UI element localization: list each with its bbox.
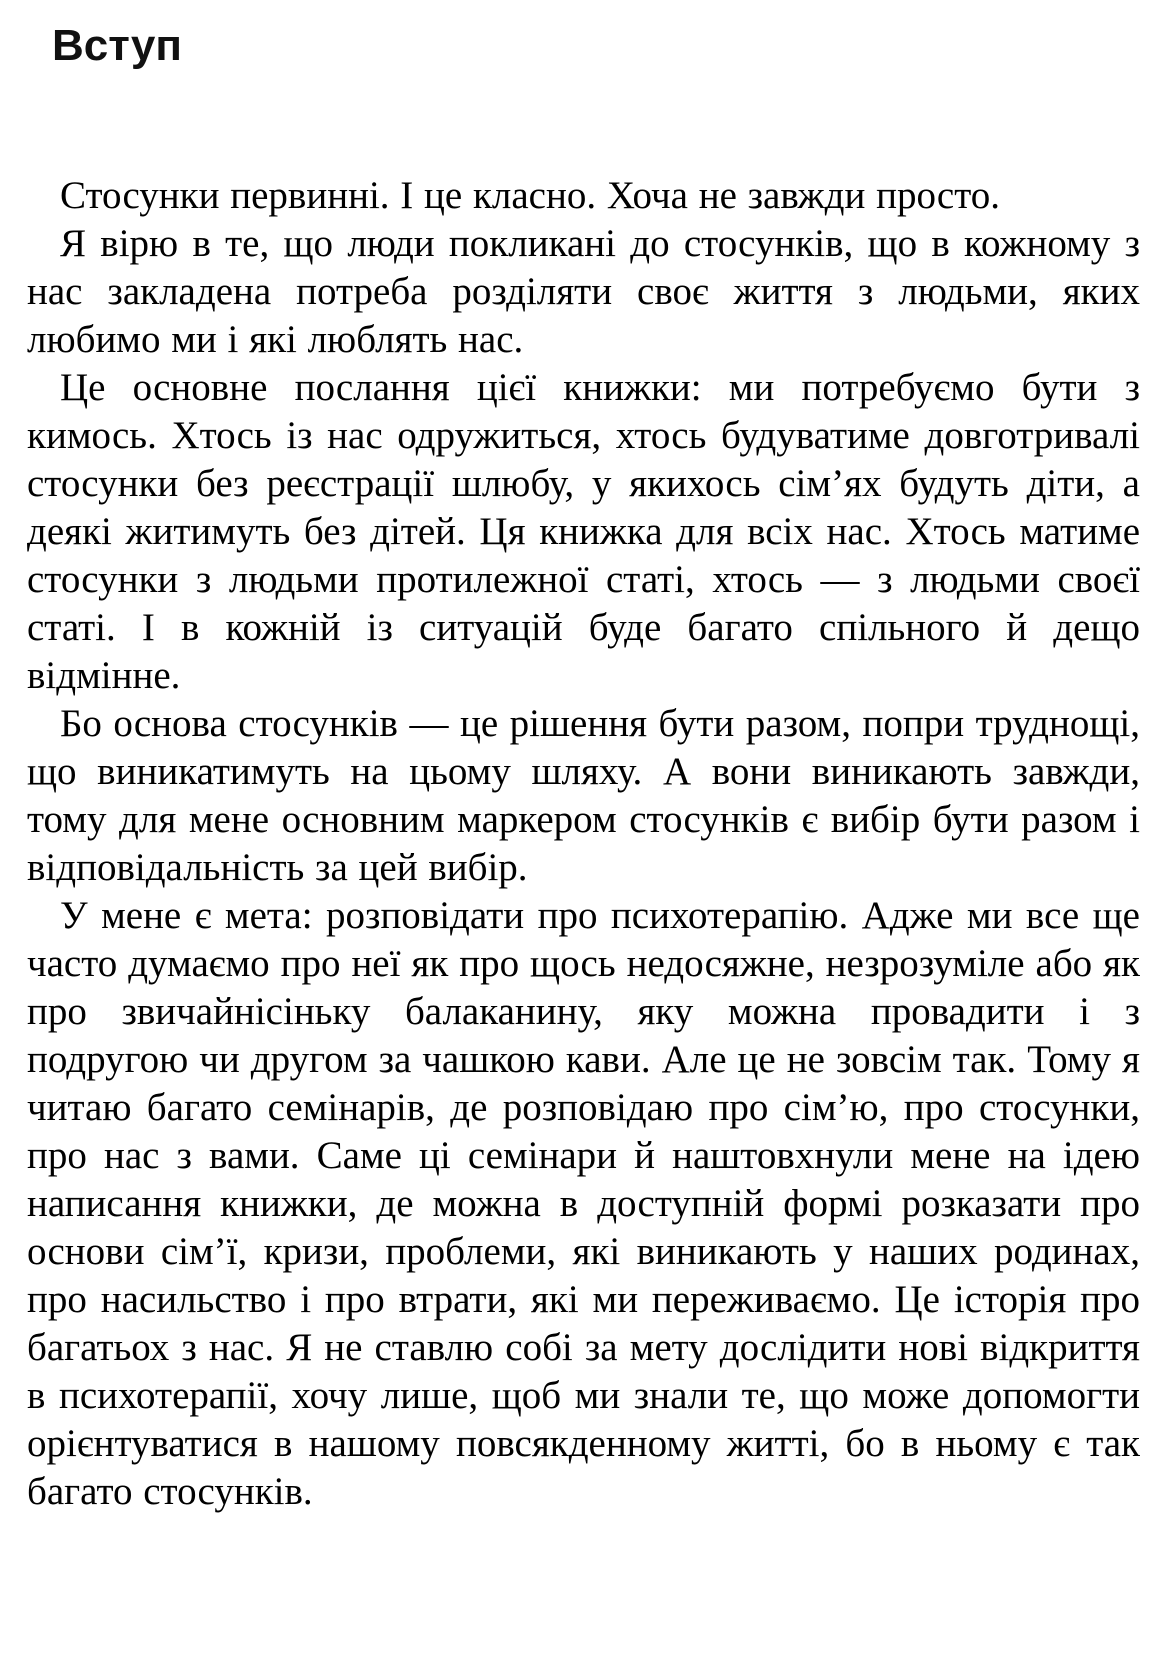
paragraph: У мене є мета: розповідати про психотерапію. Адже ми все ще часто думаємо про неї як про щось недосяжне, незрозуміле або як про звичайнісіньку балаканину, яку можна провадити і з подругою чи другом за чашкою кави. Але це не зовсім так. Тому я читаю багато семінарів, де розповідаю про сім’ю, про стосунки, про нас з вами. Саме ці семінари й наштовхнули мене на ідею написання книжки, де можна в доступній формі розказати про основи сім’ї, кризи, проблеми, які виникають у наших родинах, про насильство і про втрати, які ми переживаємо. Це історія про багатьох з нас. Я не ставлю собі за мету дослідити нові відкриття в психотерапії, хочу лише, щоб ми знали те, що може допомогти орієнтуватися в нашому повсякденному житті, бо в ньому є так багато стосунків. [27, 894, 1140, 1514]
paragraph: Стосунки первинні. І це класно. Хоча не завжди просто. [60, 174, 1001, 218]
paragraph: Бо основа стосунків — це рішення бути разом, попри труднощі, що виникатимуть на цьому шляху. А вони виникають завжди, тому для мене основним маркером стосунків є вибір бути разом і відповідальність за цей вибір. [27, 702, 1140, 890]
body-text [0, 172, 1167, 1516]
paragraph: Це основне послання цієї книжки: ми потребуємо бути з кимось. Хтось із нас одружиться, хтось будуватиме довготривалі стосунки без реєстрації шлюбу, у якихось сім’ях будуть діти, а деякі житимуть без дітей. Ця книжка для всіх нас. Хтось матиме стосунки з людьми протилежної статі, хтось — з людьми своєї статі. І в кожній із ситуацій буде багато спільного й дещо відмінне. [27, 366, 1140, 698]
chapter-title: Вступ [52, 21, 182, 70]
paragraph: Я вірю в те, що люди покликані до стосунків, що в кожному з нас закладена потреба розділяти своє життя з людьми, яких любимо ми і які люблять нас. [27, 222, 1140, 362]
